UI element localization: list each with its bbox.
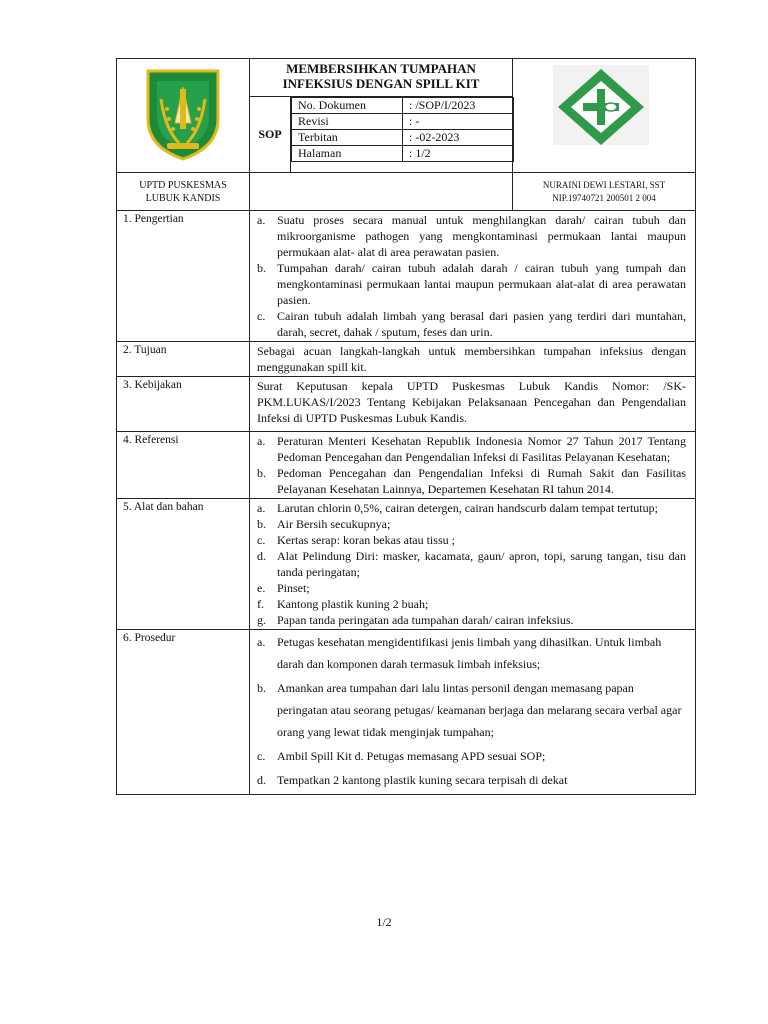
meta-label: Revisi <box>292 114 403 130</box>
regional-emblem-icon <box>117 59 250 167</box>
meta-row <box>292 114 514 130</box>
section-content-prosedur <box>250 630 696 795</box>
list-item: d. Alat Pelindung Diri: masker, kacamata, gaun/ apron, topi, sarung tangan, tisu dan tanda peringatan; <box>257 549 687 579</box>
blank-cell <box>250 173 513 211</box>
meta-value: : /SOP/I/2023 <box>403 98 514 114</box>
meta-label: No. Dokumen <box>292 98 403 114</box>
pengertian-list <box>257 212 686 340</box>
list-item: c. Cairan tubuh adalah limbah yang berasal dari pasien yang terdiri dari muntahan, darah, secret, dahak / sputum, feses dan urin. <box>257 309 687 339</box>
section-content-tujuan: Sebagai acuan langkah-langkah untuk membersihkan tumpahan infeksius dengan menggunakan spill kit. <box>250 342 696 377</box>
right-logo-cell <box>513 59 696 173</box>
list-item: a. Suatu proses secara manual untuk menghilangkan darah/ cairan tubuh dan mikroorganisme pathogen yang mengkontaminasi permukaan lantai maupun permukaan alat- alat di area perawatan pasien. <box>257 213 687 259</box>
meta-value: : 1/2 <box>403 146 514 162</box>
meta-label: Halaman <box>292 146 403 162</box>
list-item: a. Larutan chlorin 0,5%, cairan detergen, cairan handscurb dalam tempat tertutup; <box>257 501 658 515</box>
list-item: f. Kantong plastik kuning 2 buah; <box>257 597 429 611</box>
meta-row <box>292 130 514 146</box>
title-line-2: INFEKSIUS DENGAN SPILL KIT <box>282 76 480 91</box>
list-item: g. Papan tanda peringatan ada tumpahan darah/ cairan infeksius. <box>257 613 574 627</box>
section-label-pengertian: 1. Pengertian <box>117 211 250 342</box>
sop-table <box>116 58 696 795</box>
meta-cell <box>291 97 513 173</box>
section-label-alat: 5. Alat dan bahan <box>117 499 250 630</box>
section-label-referensi: 4. Referensi <box>117 432 250 499</box>
document-title <box>250 59 513 97</box>
list-item: a. Petugas kesehatan mengidentifikasi jenis limbah yang dihasilkan. Untuk limbah darah dan komponen darah termasuk limbah infeksius; <box>257 635 662 671</box>
left-logo-cell <box>117 59 250 173</box>
org-line-2: LUBUK KANDIS <box>145 192 221 204</box>
section-label-tujuan: 2. Tujuan <box>117 342 250 377</box>
referensi-list <box>257 433 686 497</box>
list-item: c. Kertas serap: koran bekas atau tissu ; <box>257 533 455 547</box>
organization-cell <box>117 173 250 211</box>
page-number: 1/2 <box>376 915 392 929</box>
section-label-prosedur: 6. Prosedur <box>117 630 250 795</box>
list-item: c. Ambil Spill Kit d. Petugas memasang APD sesuai SOP; <box>257 749 546 763</box>
list-item: b. Tumpahan darah/ cairan tubuh adalah darah / cairan tubuh yang tumpah dan mengkontaminasi permukaan lantai maupun permukaan alat-alat di area perawatan pasien. <box>257 261 687 307</box>
sop-label: SOP <box>250 97 291 173</box>
signer-nip: NIP.19740721 200501 2 004 <box>552 192 656 203</box>
section-content-kebijakan: Surat Keputusan kepala UPTD Puskesmas Lubuk Kandis Nomor: /SK-PKM.LUKAS/I/2023 Tentang Kebijakan Pelaksanaan Pencegahan dan Pengendalian Infeksi di UPTD Puskesmas Lubuk Kandis. <box>250 377 696 432</box>
signer-name: NURAINI DEWI LESTARI, SST <box>542 179 666 190</box>
meta-table <box>291 97 514 162</box>
signer-cell <box>513 173 696 211</box>
meta-row <box>292 146 514 162</box>
section-content-pengertian <box>250 211 696 342</box>
list-item: b. Amankan area tumpahan dari lalu lintas personil dengan memasang papan peringatan atau seorang petugas/ keamanan berjaga dan melarang secara verbal agar orang yang lewat tidak menginjak tumpahan; <box>257 681 682 739</box>
list-item: d. Tempatkan 2 kantong plastik kuning secara terpisah di dekat <box>257 773 568 787</box>
prosedur-list <box>257 631 686 791</box>
meta-label: Terbitan <box>292 130 403 146</box>
meta-value: : -02-2023 <box>403 130 514 146</box>
list-item: e. Pinset; <box>257 581 310 595</box>
list-item: a. Peraturan Menteri Kesehatan Republik Indonesia Nomor 27 Tahun 2017 Tentang Pedoman Pencegahan dan Pengendalian Infeksi di Fasilitas Pelayanan Kesehatan; <box>257 434 687 464</box>
puskesmas-logo-icon <box>513 59 696 167</box>
meta-row <box>292 98 514 114</box>
section-label-kebijakan: 3. Kebijakan <box>117 377 250 432</box>
section-content-alat <box>250 499 696 630</box>
list-item: b. Pedoman Pencegahan dan Pengendalian Infeksi di Rumah Sakit dan Fasilitas Pelayanan Kesehatan Lainnya, Departemen Kesehatan RI tahun 2014. <box>257 466 687 496</box>
alat-list <box>257 500 686 628</box>
list-item: b. Air Bersih secukupnya; <box>257 517 391 531</box>
section-content-referensi <box>250 432 696 499</box>
meta-value: : - <box>403 114 514 130</box>
org-line-1: UPTD PUSKESMAS <box>139 179 227 191</box>
title-line-1: MEMBERSIHKAN TUMPAHAN <box>286 61 476 76</box>
